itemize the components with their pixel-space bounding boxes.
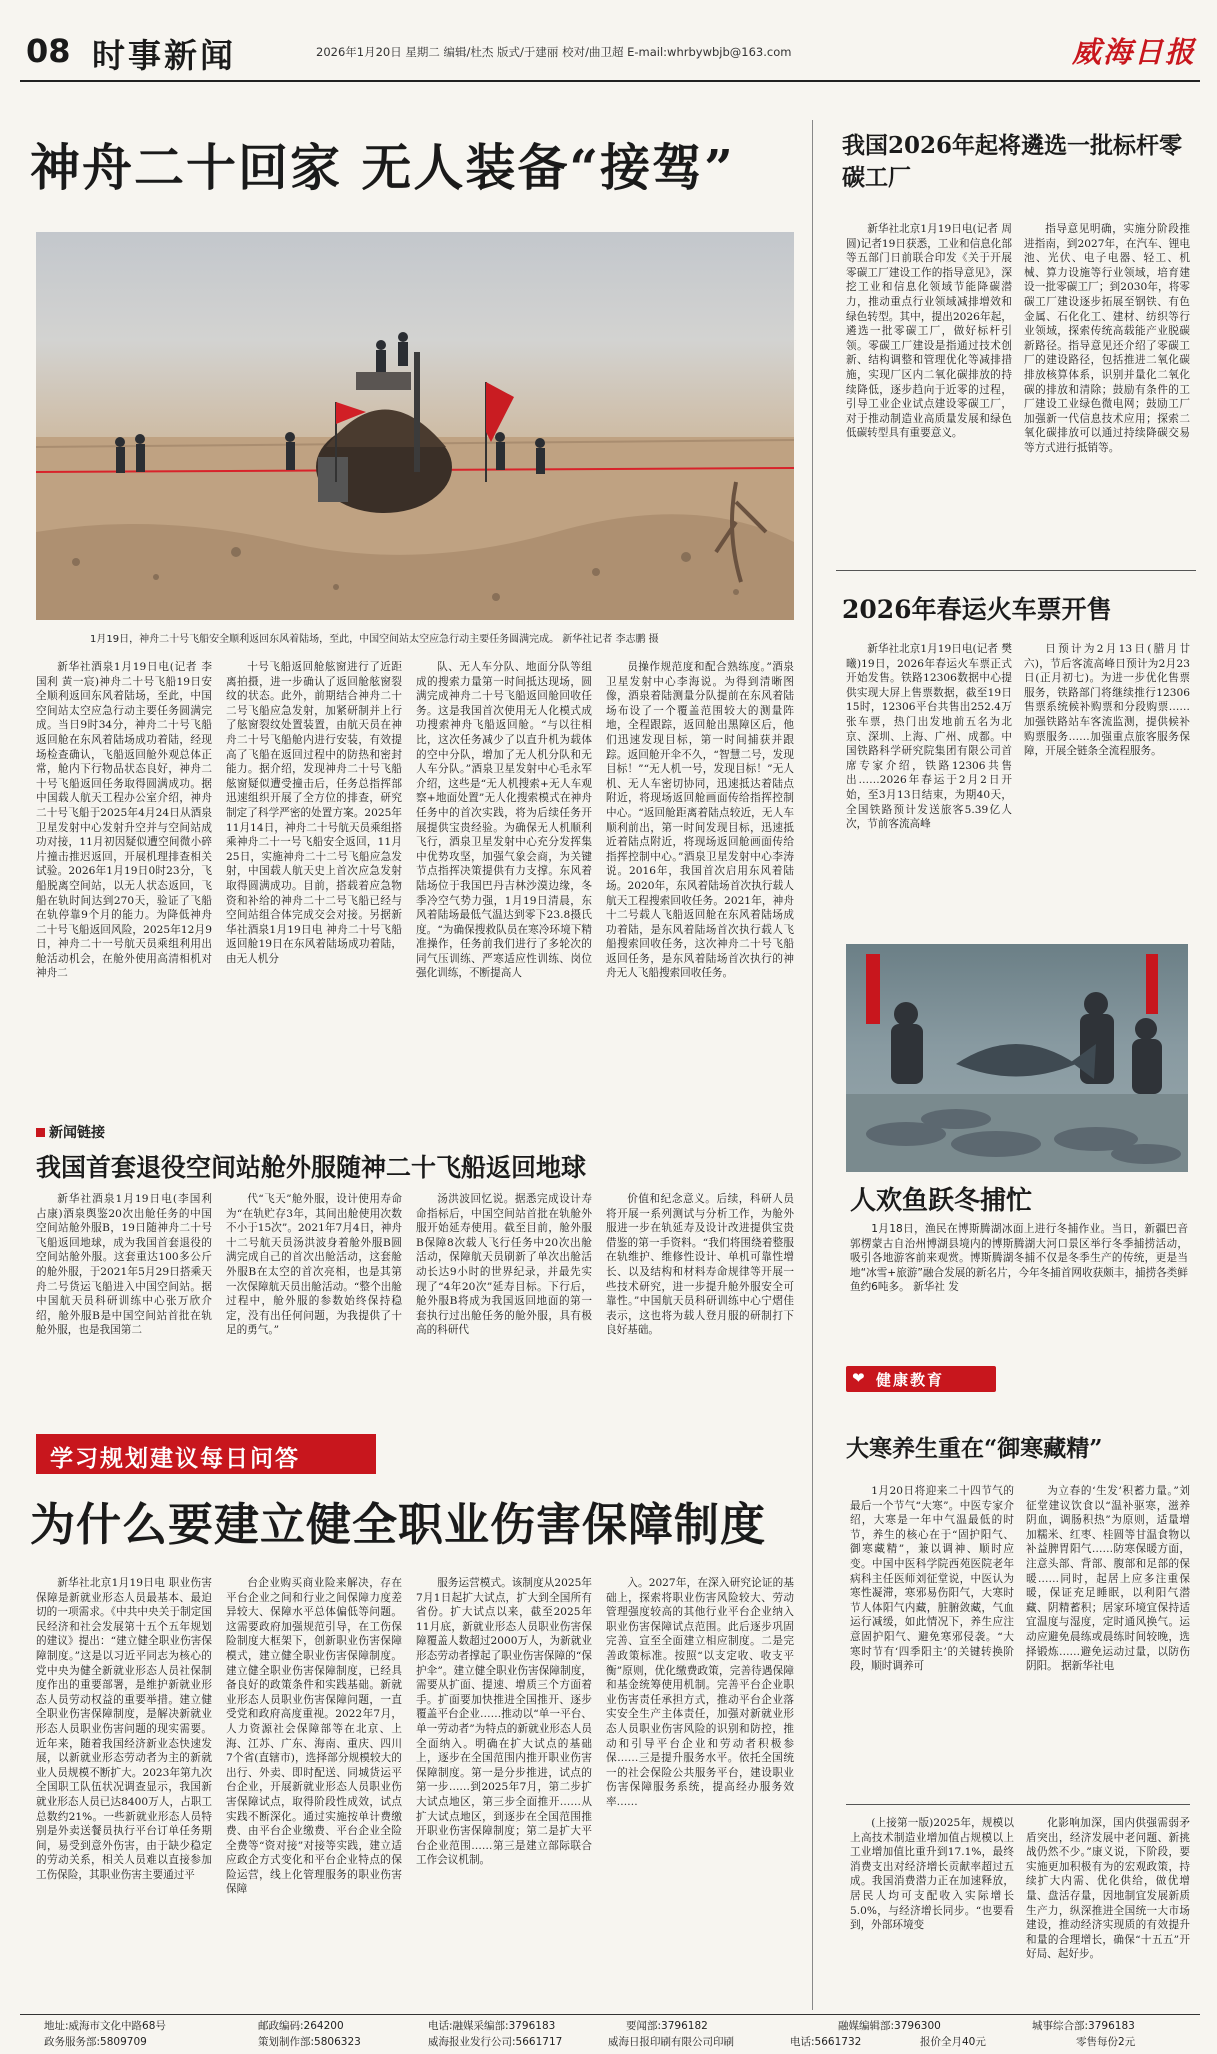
zero-carbon-headline: 我国2026年起将遴选一批标杆零碳工厂 [842,132,1183,191]
header-rule [20,80,1200,82]
footer-phone-editing: 融媒编辑部:3796300 [838,2020,941,2032]
lead-column-1: 新华社酒泉1月19日电(记者 李国利 黄一宸)神舟二十号飞船19日安全顺利返回东风着陆场，至此，中国空间站太空应急行动主要任务圆满完成。当日9时34分，神舟二十号飞船返回舱在东风着陆场成功着陆，经现场检查确认，飞船返回舱外观总体正常，舱内下行物品状态良好，神舟二十号飞船返回任务取得圆满成功。据中国载人航天工程办公室介绍，神舟二十号飞船于2025年4月24日从酒泉卫星发射中心发射升空并与空间站成功对接，11月初因疑似遭空间微小碎片撞击推迟返回，开展机理排查相关试验。2026年1月19日0时23分，飞船脱离空间站，以无人状态返回，飞船在轨时间达到270天，验证了飞船在轨停靠9个月的能力。为降低神舟二十号飞船返回风险，2025年12月9日，神舟二十一号航天员乘组利用出舱活动机会，在舱外使用高清相机对神舟二 [36,661,212,980]
landing-scene-illustration [36,232,794,620]
footer-gov-service: 政务服务部:5809709 [44,2036,147,2048]
fishing-scene-illustration [846,944,1188,1172]
study-column-3: 服务运营模式。该制度从2025年7月1日起扩大试点，扩大到全国所有省份。扩大试点以来，截至2025年11月底，新就业形态人员职业伤害保障覆盖人数超过2000万人，为新就业形态劳动者撑起了职业伤害保障的“保护伞”。建立健全职业伤害保障制度，需要从扩面、提速、增质三个方面着手。扩面要加快推进全国推开、逐步覆盖平台企业……推动以“单一平台、单一劳动者”为特点的新就业形态人员全面纳入。明确在扩大试点的基础上，逐步在全国范围内推开职业伤害保障制度。第一是分步推进，试点的第一步……到2025年7月，第二步扩大试点地区，第三步全面推开……从扩大试点地区，到逐步在全国范围推开职业伤害保障制度；第二是扩大平台企业范围……第三是建立部际联合工作会议机制。 [416,1577,592,1867]
zero-carbon-column-2: 指导意见明确，实施分阶段推进指南，到2027年，在汽车、锂电池、光伏、电子电器、轻工、机械、算力设施等行业领域，培育建设一批零碳工厂；到2030年，将零碳工厂建设逐步拓展至钢铁、有色金属、石化化工、建材、纺织等行业领域，探索传统高载能产业脱碳新路径。指导意见还介绍了零碳工厂的建设路径，包括推进二氧化碳排放核算体系，识别并量化二氧化碳的排放和清除；鼓励有条件的工厂建设工业绿色微电网；鼓励工厂加强新一代信息技术应用；探索二氧化碳排放可以通过持续降碳交易等方式进行抵销等。 [1024,223,1190,454]
health-column-2: 为立春的‘生发’积蓄力量。”刘征堂建议饮食以“温补驱寒，滋养阴血，调肠积热”为原则，适量增加糯米、红枣、桂圆等甘温食物以补益脾胃阳气……防寒保暖方面，注意头部、背部、腹部和足部的保暖……同时，起居上应多注重保暖，保证充足睡眠，以利阳气潜藏、阴精蓄积；居家环境宜保持适宜温度与湿度，定时通风换气。运动应避免晨练或晨练时间较晚，选择锻炼……避免运动过量，以防伤阴阳。 据新华社电 [1026,1485,1190,1673]
news-link-column-3: 汤洪波回忆说。据悉完成设计寿命指标后，中国空间站首批在轨舱外服开始延寿使用。截至目前，舱外服B保障8次载人飞行任务中20次出舱活动，保障航天员刷新了单次出舱活动长达9小时的世界纪录，并最先实现了“4年20次”延寿目标。下行后，舱外服B将成为我国返回地面的第一套执行过出舱任务的舱外服，具有极高的科研代 [416,1193,592,1337]
news-link-column-4: 价值和纪念意义。后续，科研人员将开展一系列测试与分析工作，为舱外服进一步在轨延寿及设计改进提供宝贵借鉴的第一手资料。“我们将围绕着整服在轨维护、维修性设计、单机可靠性增长、以及结构和材料寿命规律等开展一些技术研究，进一步提升舱外服安全可靠性。”中国航天员科研训练中心宁熠佳表示，这也将为载人登月服的研制打下良好基础。 [606,1193,794,1337]
study-column-4: 入。2027年，在深入研究论证的基础上，探索将职业伤害风险较大、劳动管理强度较高的其他行业平台企业纳入职业伤害保障试点范围。此后逐步巩固完善、宣至全面建立相应制度。二是完善政策标准。按照“以支定收、收支平衡”原则，优化缴费政策，完善待遇保障和基金统筹使用机制。完善平台企业职业伤害责任承担方式，推动平台企业落实安全生产主体责任，加强对新就业形态人员职业伤害风险的识别和防控，推动和引导平台企业和劳动者积极参保……三是提升服务水平。依托全国统一的社会保险公共服务平台，建设职业伤害保障服务系统，提高经办服务效率…… [606,1577,794,1808]
continued-column-1: (上接第一版)2025年，规模以上高技术制造业增加值占规模以上工业增加值比重升到17.1%，最终消费支出对经济增长贡献率超过五成。我国消费潜力正在加速释放，居民人均可支配收入实际增长5.0%，与经济增长同步。“也要看到，外部环境变 [850,1817,1014,1932]
fishing-photo [846,944,1188,1172]
health-column-1: 1月20日将迎来二十四节气的最后一个节气“大寒”。中医专家介绍，大寒是一年中气温最低的时节，养生的核心在于“固护阳气、御寒藏精”，兼以调神、顺时应变。中国中医科学院西苑医院老年病科主任医师刘征堂说，中医认为寒性凝滞，寒邪易伤阳气，大寒时节人体阳气内藏，脏腑敛藏，气血运行减缓，如此情况下，养生应注意固护阳气、避免寒邪侵袭。“大寒时节有‘四季阳主’的关键转换阶段，顺时调养可 [850,1485,1014,1673]
zero-carbon-column-1: 新华社北京1月19日电(记者 周圆)记者19日获悉，工业和信息化部等五部门日前联合印发《关于开展零碳工厂建设工作的指导意见》，深挖工业和信息化领域节能降碳潜力，推动重点行业领域减排增效和绿色转型。其中，提出2026年起，遴选一批零碳工厂，做好标杆引领。零碳工厂建设是指通过技术创新、结构调整和管理优化等减排措施，实现厂区内二氧化碳排放的持续降低，逐步趋向于近零的过程，引导工业企业试点建设零碳工厂，对于推动制造业高质量发展和绿色低碳转型具有重要意义。 [846,223,1012,440]
footer-postcode: 邮政编码:264200 [258,2020,344,2032]
news-link-column-1: 新华社酒泉1月19日电(李国利 占康)酒泉舆鉴20次出舱任务的中国空间站舱外服B，19日随神舟二十号飞船返回地球，成为我国首套退役的空间站舱外服。这套重达100多公斤的舱外服，于2021年5月29日搭乘天舟二号货运飞船进入中国空间站。据中国航天员科研训练中心张万欣介绍，舱外服B是中国空间站首批在轨舱外服，也是我国第二 [36,1193,212,1337]
footer-printer-phone: 电话:5661732 [790,2036,862,2048]
footer-phone-city: 城事综合部:3796183 [1032,2020,1135,2032]
lead-photo-caption: 1月19日，神舟二十号飞船安全顺利返回东风着陆场，至此，中国空间站太空应急行动主要任务圆满完成。 新华社记者 李志鹏 摄 [90,634,659,645]
lead-column-3: 队、无人车分队、地面分队等组成的搜索力量第一时间抵达现场，圆满完成神舟二十号飞船返回舱回收任务。这是我国首次使用无人化模式成功搜索神舟飞船返回舱。“与以往相比，这次任务减少了以直升机为载体的空中分队，增加了无人机分队和无人车分队。”酒泉卫星发射中心毛永军介绍，这些是“无人机搜索+无人车观察+地面处置”无人化搜索模式在神舟任务中的首次实践，将为后续任务开展提供宝贵经验。为确保无人机顺利飞行，酒泉卫星发射中心充分发挥集中优势攻坚，加强气象会商，为关键节点指挥决策提供有力支撑。东风着陆场位于我国巴丹吉林沙漠边缘，冬季冷空气势力强，1月19日清晨，东风着陆场最低气温达到零下23.8摄氏度。“为确保搜救队员在寒冷环境下精准操作，任务前我们进行了多轮次的同气压训练、严寒适应性训练、岗位强化训练，不断提高人 [416,661,592,980]
fishing-caption: 1月18日，渔民在博斯腾湖冰面上进行冬捕作业。当日，新疆巴音郭楞蒙古自治州博湖县境内的博斯腾湖大河口景区举行冬季捕捞活动，吸引各地游客前来观赏。博斯腾湖冬捕不仅是冬季生产的传统，更是当地“冰雪+旅游”融合发展的新名片，今年冬捕首网收获颇丰，捕捞各类鲜鱼约6吨多。 新华社 发 [850,1223,1188,1294]
fishing-headline: 人欢鱼跃冬捕忙 [850,1186,1033,1216]
lead-photo [36,232,794,620]
header-meta: 2026年1月20日 星期二 编辑/杜杰 版式/于建丽 校对/曲卫超 E-mail:whrbywbjb@163.com [316,45,792,59]
health-headline: 大寒养生重在“御寒藏精” [846,1435,1103,1462]
footer-phone-news: 要闻部:3796182 [626,2020,708,2032]
study-banner: 学习规划建议每日问答 [36,1434,376,1474]
study-column-2: 台企业购买商业险来解决，存在平台企业之间和行业之间保障力度差异较大、保障水平总体偏低等问题。这需要政府加强规范引导，在工伤保险制度大框架下，创新职业伤害保障模式，建立健全职业伤害保障制度。建立健全职业伤害保障制度，已经具备良好的政策条件和实践基础。新就业形态人员职业伤害保障问题，一直受党和政府高度重视。2022年7月，人力资源社会保障部等在北京、上海、江苏、广东、海南、重庆、四川7个省(直辖市)，选择部分规模较大的出行、外卖、即时配送、同城货运平台企业，开展新就业形态人员职业伤害保障试点，取得阶段性成效，试点实践不断深化。通过实施按单计费缴费、由平台企业缴费、平台企业全险全费等“资对接”对接等实践，建立适应政企方式变化和平台企业特点的保险运营，线上化管理服务的职业伤害保障 [226,1577,402,1896]
news-link-tag: 新闻链接 [36,1122,105,1142]
page-number: 08 [26,32,71,70]
right-rule-1 [836,570,1196,571]
spring-travel-headline: 2026年春运火车票开售 [842,595,1112,624]
footer-planning: 策划制作部:5806323 [258,2036,361,2048]
study-column-1: 新华社北京1月19日电 职业伤害保障是新就业形态人员最基本、最迫切的一项需求。《中共中央关于制定国民经济和社会发展第十五个五年规划的建议》提出：“建立健全职业伤害保障制度。”这是以习近平同志为核心的党中央为健全新就业形态人员社保制度作出的重要部署，是维护新就业形态人员劳动权益的重要举措。建立健全职业伤害保障制度，是解决新就业形态人员职业伤害问题的现实需要。近年来，随着我国经济新业态快速发展，以新就业形态劳动者为主的新就业人员规模不断扩大。2023年第九次全国职工队伍状况调查显示，我国新就业形态人员已达8400万人，占职工总数约21%。一些新就业形态人员特别是外卖送餐员执行平台订单任务期间，易受到意外伤害，由于缺少稳定的劳动关系，相关人员难以直接参加工伤保险，其职业伤害主要通过平 [36,1577,212,1881]
news-link-headline: 我国首套退役空间站舱外服随神二十飞船返回地球 [36,1153,587,1182]
news-link-column-2: 代“飞天”舱外服，设计使用寿命为“在轨贮存3年，其间出舱使用次数不小于15次”。2021年7月4日，神舟十二号航天员汤洪波身着舱外服B圆满完成自己的首次出舱活动，这套舱外服B在太空的首次亮相，也是其第一次保障航天员出舱活动。“整个出舱过程中，舱外服的参数始终保持稳定，没有出任何问题，为我提供了十足的勇气。” [226,1193,402,1337]
footer-rule [20,2014,1200,2015]
health-tag: ❤ 健康教育 [846,1366,996,1392]
spring-travel-column-2: 日预计为2月13日(腊月廿六)，节后客流高峰日预计为2月23日(正月初七)。为进一步优化售票服务，铁路部门将继续推行12306售票系统候补购票和分段购票……加强铁路站车客流监测，提供候补购票服务……加强重点旅客服务保障，开展全链条全流程服务。 [1024,643,1190,758]
section-title: 时事新闻 [92,36,236,75]
footer [20,2016,1200,2050]
column-divider [812,120,813,2010]
right-rule-2 [846,1804,1190,1805]
lead-column-4: 员操作规范度和配合熟练度。”酒泉卫星发射中心李海说。为得到清晰图像，酒泉着陆测量分队提前在东风着陆场布设了一个覆盖范围较大的测量阵地，全程跟踪，返回舱出黑障区后，他们迅速发现目标，第一时间捕获并跟踪。返回舱开伞不久，“智慧二号，发现目标！”“无人机一号，发现目标！”无人机、无人车密切协同，迅速抵达着陆点附近，将现场返回舱画面传给指挥控制中心。“返回舱距离着陆点较近，无人车顺利前出，第一时间发现目标，迅速抵近着陆点附近，将现场返回舱画面传给指挥控制中心。”酒泉卫星发射中心李涛说。2016年，我国首次启用东风着陆场。2020年，东风着陆场首次执行载人航天工程搜索回收任务。2021年，神舟十二号载人飞船返回舱在东风着陆场成功着陆，是东风着陆场首次执行载人飞船搜索回收任务，这次神舟二十号飞船返回任务，是东风着陆场首次执行的神舟无人飞船搜索回收任务。 [606,661,794,980]
lead-column-2: 十号飞船返回舱舷窗进行了近距离拍摄，进一步确认了返回舱舷窗裂纹的状态。此外，前期结合神舟二十二号飞船应急发射，加紧研制并上行了舷窗裂纹处置装置，由航天员在神舟二十号飞船舱内进行安装，有效提高了飞船在返回过程中的防热和密封能力。据介绍，发现神舟二十号飞船舷窗疑似遭受撞击后，任务总指挥部迅速组织开展了全方位的排查，研究制定了科学严密的处置方案。2025年11月14日，神舟二十号航天员乘组搭乘神舟二十一号飞船安全返回，11月25日，实施神舟二十二号飞船应急发射，中国载人航天史上首次应急发射取得圆满成功。目前，搭载着应急物资和补给的神舟二十二号飞船已经与空间站组合体完成交会对接。另据新华社酒泉1月19日电 神舟二十号飞船返回舱19日在东风着陆场成功着陆，由无人机分 [226,661,402,965]
footer-distribution: 威海报业发行公司:5661717 [428,2036,563,2048]
masthead-logo: 威海日报 [1072,35,1197,69]
heart-icon: ❤ [852,1369,865,1387]
footer-address: 地址:威海市文化中路68号 [44,2020,166,2032]
footer-monthly-price: 报价全月40元 [920,2036,986,2048]
lead-headline: 神舟二十回家 无人装备“接驾” [30,138,735,197]
continued-column-2: 化影响加深，国内供强需弱矛盾突出，经济发展中老问题、新挑战仍然不少。”康义说，下阶段，要实施更加积极有为的宏观政策，持续扩大内需、优化供给，做优增量、盘活存量，因地制宜发展新质生产力，纵深推进全国统一大市场建设，推动经济实现质的有效提升和量的合理增长，确保“十五五”开好局、起好步。 [1026,1817,1190,1961]
study-headline: 为什么要建立健全职业伤害保障制度 [30,1498,767,1551]
spring-travel-column-1: 新华社北京1月19日电(记者 樊曦)19日，2026年春运火车票正式开始发售。铁路12306数据中心提供实现大屏上售票数据，截至19日15时，12306平台共售出252.4万张车票，热门出发地前五名为北京、深圳、上海、广州、成都。中国铁路科学研究院集团有限公司首席专家介绍，铁路12306共售出……2026年春运于2月2日开始，至3月13日结束，为期40天，全国铁路预计发送旅客5.39亿人次，节前客流高峰 [846,643,1012,831]
footer-phone-media: 电话:融媒采编部:3796183 [428,2020,556,2032]
square-bullet-icon [36,1128,45,1137]
footer-printer: 威海日报印刷有限公司印刷 [608,2036,734,2048]
page-header [20,30,1200,78]
footer-retail-price: 零售每份2元 [1076,2036,1136,2048]
